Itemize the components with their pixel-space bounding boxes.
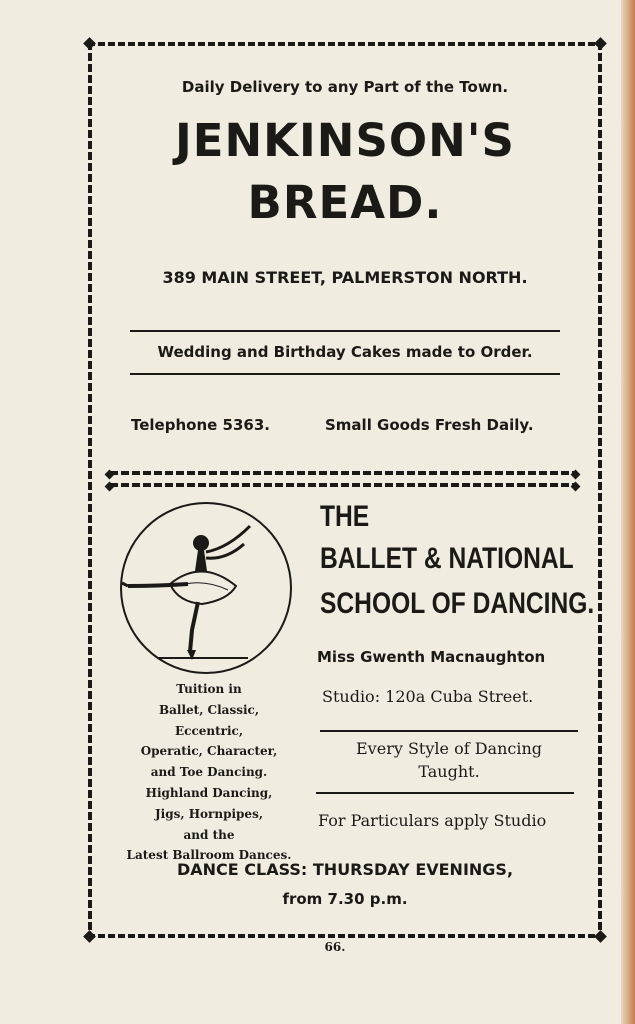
advertisement-frame — [88, 42, 602, 938]
corner-ornament — [594, 37, 607, 50]
studio-address: Studio: 120a Cuba Street. — [322, 687, 534, 706]
rule-bottom — [130, 373, 560, 375]
tuition-line: Tuition in — [176, 682, 242, 696]
dance-class-line: DANCE CLASS: THURSDAY EVENINGS, — [176, 860, 514, 879]
ballerina-illustration — [118, 500, 294, 676]
ballet-heading-line2: BALLET & NATIONAL — [320, 542, 574, 575]
section-divider — [110, 483, 576, 487]
page-number: 66. — [324, 940, 346, 954]
tuition-line: Jigs, Hornpipes, — [154, 806, 264, 821]
section-divider — [110, 471, 576, 475]
rule-top — [130, 330, 560, 332]
ballet-heading-line3: SCHOOL OF DANCING. — [320, 587, 595, 620]
tuition-line: Latest Ballroom Dances. — [126, 848, 292, 863]
delivery-line: Daily Delivery to any Part of the Town. — [181, 78, 509, 96]
divider-ornament — [571, 470, 581, 480]
address-line: 389 MAIN STREET, PALMERSTON NORTH. — [162, 268, 528, 287]
tuition-line: Ballet, Classic, — [158, 702, 259, 717]
tuition-line: Eccentric, — [174, 723, 244, 738]
tuition-line: Operatic, Character, — [140, 744, 278, 759]
divider-ornament — [571, 482, 581, 492]
small-goods-line: Small Goods Fresh Daily. — [325, 416, 534, 434]
telephone-line: Telephone 5363. — [131, 416, 270, 434]
border-top — [88, 42, 602, 46]
ballet-heading-the: THE — [320, 500, 370, 533]
every-style-line1: Every Style of Dancing — [356, 739, 542, 758]
tuition-line: and the — [183, 827, 235, 842]
title-jenkinsons: JENKINSON'S — [175, 114, 515, 167]
page-edge — [621, 0, 635, 1024]
title-bread: BREAD. — [247, 176, 443, 229]
every-style-line2: Taught. — [418, 762, 480, 781]
dance-class-time: from 7.30 p.m. — [282, 890, 408, 908]
particulars-line: For Particulars apply Studio — [318, 811, 547, 830]
cakes-line: Wedding and Birthday Cakes made to Order. — [157, 343, 533, 361]
tuition-line: Highland Dancing, — [145, 785, 273, 800]
tuition-line: and Toe Dancing. — [150, 765, 268, 780]
ballet-rule-top — [320, 730, 578, 732]
ballet-rule-bottom — [316, 792, 574, 794]
border-bottom — [88, 934, 602, 938]
corner-ornament — [83, 37, 96, 50]
tuition-list — [124, 679, 294, 866]
teacher-name: Miss Gwenth Macnaughton — [317, 648, 546, 666]
